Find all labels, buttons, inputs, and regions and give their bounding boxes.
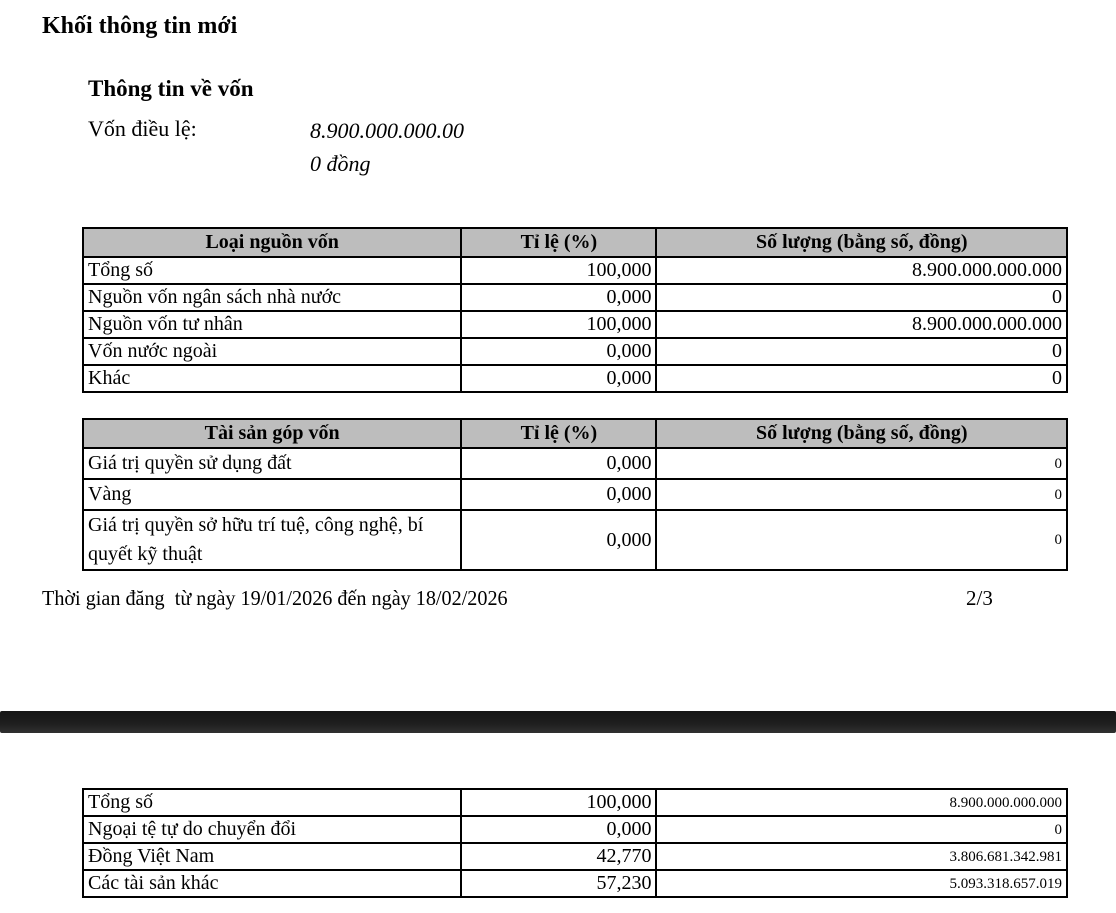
row-ratio: 0,000 bbox=[461, 338, 656, 365]
charter-capital-value bbox=[310, 114, 464, 180]
contributed-assets-table bbox=[82, 418, 1068, 571]
table-row bbox=[83, 816, 1067, 843]
row-ratio: 0,000 bbox=[461, 479, 656, 510]
row-label: Giá trị quyền sử dụng đất bbox=[83, 448, 461, 479]
capital-sources-table bbox=[82, 227, 1068, 393]
table-row bbox=[83, 257, 1067, 284]
table-row bbox=[83, 365, 1067, 392]
row-ratio: 57,230 bbox=[461, 870, 656, 897]
row-amount: 8.900.000.000.000 bbox=[656, 257, 1067, 284]
table-row bbox=[83, 311, 1067, 338]
table-row bbox=[83, 843, 1067, 870]
row-amount: 0 bbox=[656, 510, 1067, 570]
header-capital-source-type: Loại nguồn vốn bbox=[83, 228, 461, 257]
row-label: Tổng số bbox=[83, 257, 461, 284]
asset-breakdown-table bbox=[82, 788, 1068, 898]
table-row bbox=[83, 338, 1067, 365]
charter-capital-value-line1: 8.900.000.000.00 bbox=[310, 118, 464, 143]
row-label: Giá trị quyền sở hữu trí tuệ, công nghệ, bí quyết kỹ thuật bbox=[83, 510, 461, 570]
row-amount: 0 bbox=[656, 365, 1067, 392]
row-label: Vàng bbox=[83, 479, 461, 510]
header-ratio: Tỉ lệ (%) bbox=[461, 419, 656, 448]
row-label: Nguồn vốn tư nhân bbox=[83, 311, 461, 338]
table-row bbox=[83, 870, 1067, 897]
row-ratio: 100,000 bbox=[461, 257, 656, 284]
row-label: Đồng Việt Nam bbox=[83, 843, 461, 870]
row-ratio: 100,000 bbox=[461, 789, 656, 816]
row-label: Nguồn vốn ngân sách nhà nước bbox=[83, 284, 461, 311]
table-header-row bbox=[83, 419, 1067, 448]
row-amount: 8.900.000.000.000 bbox=[656, 311, 1067, 338]
row-amount: 0 bbox=[656, 479, 1067, 510]
table-row bbox=[83, 510, 1067, 570]
charter-capital-label: Vốn điều lệ: bbox=[88, 116, 197, 141]
row-amount: 0 bbox=[656, 448, 1067, 479]
header-amount: Số lượng (bằng số, đồng) bbox=[656, 419, 1067, 448]
charter-capital-value-line2: 0 đồng bbox=[310, 151, 371, 176]
header-ratio: Tỉ lệ (%) bbox=[461, 228, 656, 257]
row-ratio: 42,770 bbox=[461, 843, 656, 870]
table-row bbox=[83, 448, 1067, 479]
row-label: Tổng số bbox=[83, 789, 461, 816]
row-label: Các tài sản khác bbox=[83, 870, 461, 897]
row-ratio: 0,000 bbox=[461, 448, 656, 479]
row-amount: 0 bbox=[656, 338, 1067, 365]
header-amount: Số lượng (bằng số, đồng) bbox=[656, 228, 1067, 257]
table-row bbox=[83, 479, 1067, 510]
row-ratio: 0,000 bbox=[461, 365, 656, 392]
row-ratio: 100,000 bbox=[461, 311, 656, 338]
page-divider-bar bbox=[0, 711, 1116, 733]
table-row bbox=[83, 789, 1067, 816]
row-amount: 5.093.318.657.019 bbox=[656, 870, 1067, 897]
row-ratio: 0,000 bbox=[461, 284, 656, 311]
row-amount: 0 bbox=[656, 284, 1067, 311]
page-number: 2/3 bbox=[966, 586, 993, 610]
table-row bbox=[83, 284, 1067, 311]
row-ratio: 0,000 bbox=[461, 816, 656, 843]
row-amount: 8.900.000.000.000 bbox=[656, 789, 1067, 816]
header-contributed-asset: Tài sản góp vốn bbox=[83, 419, 461, 448]
table-header-row bbox=[83, 228, 1067, 257]
row-ratio: 0,000 bbox=[461, 510, 656, 570]
row-amount: 3.806.681.342.981 bbox=[656, 843, 1067, 870]
page-title: Khối thông tin mới bbox=[42, 13, 238, 39]
row-label: Vốn nước ngoài bbox=[83, 338, 461, 365]
row-label: Ngoại tệ tự do chuyển đổi bbox=[83, 816, 461, 843]
row-amount: 0 bbox=[656, 816, 1067, 843]
publication-period-text: Thời gian đăng từ ngày 19/01/2026 đến ngày 18/02/2026 bbox=[42, 586, 508, 610]
section-title-capital-info: Thông tin về vốn bbox=[88, 76, 254, 101]
row-label: Khác bbox=[83, 365, 461, 392]
